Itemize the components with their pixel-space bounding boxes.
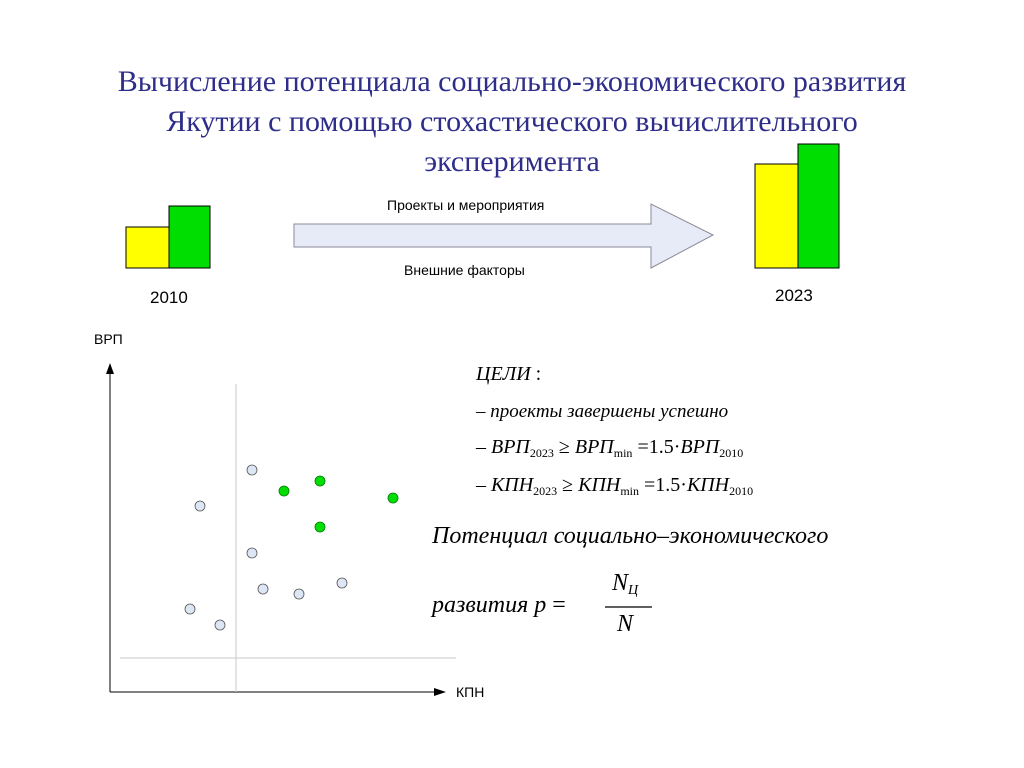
fraction-denominator: N [617, 611, 634, 637]
eq-sign: = [637, 436, 649, 458]
bar-2023-green [798, 144, 839, 268]
sub-2023: 2023 [529, 446, 554, 460]
x-axis-arrowhead [434, 688, 446, 696]
goals-header: ЦЕЛИ : [476, 363, 542, 385]
arrow-top-label: Проекты и мероприятия [387, 197, 545, 213]
scatter-point-open [247, 548, 257, 558]
dot: · [680, 474, 687, 496]
goals-line-1: – проекты завершены успешно [476, 401, 729, 422]
scatter-point-green [388, 493, 398, 503]
dot: · [673, 436, 681, 458]
scatter-point-green [279, 486, 289, 496]
year-end-label: 2023 [775, 286, 813, 305]
y-axis-arrowhead [106, 363, 114, 374]
formula-line-2 [432, 592, 566, 619]
bar-2010-green [169, 206, 210, 268]
numerator-n: N [612, 570, 629, 596]
goals-header-text: ЦЕЛИ [476, 363, 531, 385]
sub-2023: 2023 [533, 484, 558, 498]
scatter-point-open [294, 589, 304, 599]
vrp-symbol: ВРП [680, 436, 720, 458]
coef: 1.5 [655, 474, 681, 496]
scatter-point-open [258, 584, 268, 594]
year-start-label: 2010 [150, 288, 188, 307]
y-axis-label: ВРП [94, 331, 123, 347]
scatter-point-green [315, 476, 325, 486]
formula-line-1 [432, 523, 828, 550]
scatter-point-open [247, 465, 257, 475]
numerator-sub: Ц [628, 583, 639, 598]
kpn-symbol: КПН [686, 474, 730, 496]
formula-text-b: экономического [669, 523, 829, 549]
scatter-point-green [315, 522, 325, 532]
arrow-bottom-label: Внешние факторы [404, 262, 525, 278]
bar-2023-yellow [755, 164, 798, 268]
progress-arrow [294, 204, 713, 268]
sub-2010: 2010 [719, 446, 744, 460]
title-line-3: эксперимента [424, 145, 600, 178]
kpn-symbol: КПН [491, 474, 534, 496]
formula-eq: = [552, 592, 566, 618]
scatter-point-open [195, 501, 205, 511]
coef: 1.5 [648, 436, 674, 458]
sub-min: min [620, 484, 639, 498]
scatter-point-open [185, 604, 195, 614]
vrp-symbol: ВРП [574, 436, 614, 458]
formula-var: p [534, 592, 547, 618]
sub-2010: 2010 [729, 484, 754, 498]
formula-text-c: развития [432, 592, 529, 618]
dash: – [476, 474, 486, 496]
ge-sign: ≥ [562, 474, 574, 496]
scatter-point-open [215, 620, 225, 630]
goals-kpn-condition [476, 474, 753, 499]
sub-min: min [613, 446, 633, 460]
fraction-numerator [612, 570, 638, 599]
bar-2010-yellow [126, 227, 169, 268]
eq-sign: = [644, 474, 656, 496]
formula-minus: – [657, 523, 670, 549]
goals-vrp-condition [476, 436, 743, 461]
scatter-point-open [337, 578, 347, 588]
title-line-1: Вычисление потенциала социально-экономического развития [117, 65, 907, 98]
kpn-symbol: КПН [578, 474, 621, 496]
scatter-points [185, 465, 398, 630]
title-line-2: Якутии с помощью стохастического вычислительного [166, 105, 858, 138]
formula-text-a: Потенциал социально [432, 523, 658, 549]
x-axis-label: КПН [456, 684, 485, 700]
vrp-symbol: ВРП [491, 436, 530, 458]
ge-sign: ≥ [558, 436, 570, 458]
dash: – [476, 436, 486, 458]
